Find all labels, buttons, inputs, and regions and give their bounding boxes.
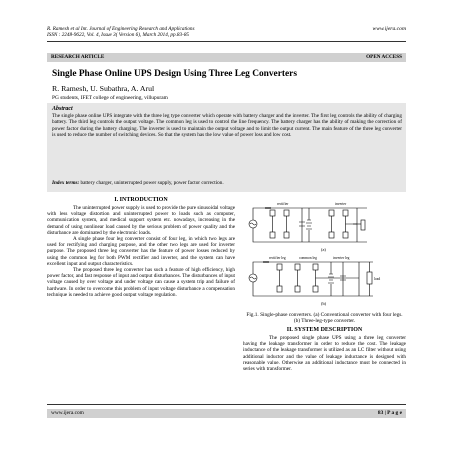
figure-caption: Fig.1. Single-phase converters. (a) Conventional converter with four legs. (b) Three-leg-type converter. — [246, 312, 403, 325]
paper-authors: R. Ramesh, U. Subathra, A. Arul — [52, 84, 155, 93]
header-rule — [47, 41, 406, 42]
citation-line-1: R. Ramesh et al Int. Journal of Engineering Research and Applications — [47, 26, 195, 32]
article-type-band — [47, 53, 406, 62]
label-rectifier-top: rectifier — [277, 202, 289, 206]
journal-website[interactable]: www.ijera.com — [372, 26, 406, 32]
intro-paragraph-2: A single phase four leg converter consist of four leg, in which two legs are used for rectifying and charging purpose, and the other two legs are used for inverter purpose. The proposed three leg converter has the feature of power losses reduced by using the common leg for both PWM rectifier and inverter, and the system can have excellent input and output characteristics. — [47, 236, 235, 267]
footer-band — [47, 409, 406, 418]
system-description-heading: II. SYSTEM DESCRIPTION — [286, 327, 363, 333]
index-terms-text: battery charger, uninterrupted power supply, power factor correction. — [79, 180, 224, 186]
footer-website[interactable]: www.ijera.com — [51, 410, 84, 416]
system-description-body — [243, 335, 406, 372]
paper-title: Single Phase Online UPS Design Using Three Leg Converters — [52, 69, 297, 79]
page-number: 83 | P a g e — [377, 410, 402, 416]
footer-rule — [47, 404, 406, 405]
label-load: load — [374, 277, 381, 281]
figure-1-circuit-diagrams — [243, 196, 406, 308]
citation-line-2: ISSN : 2248-9622, Vol. 4, Issue 3( Version 6), March 2014, pp.83-85 — [47, 32, 190, 39]
label-b: (b) — [321, 301, 327, 306]
journal-citation — [47, 26, 347, 39]
label-common-leg: common leg — [299, 256, 317, 260]
abstract-text: The single phase online UPS integrate with the three leg type converter which operate with battery charger and the inverter. The first leg controls the ability of charging battery. The third leg controls the output voltage. The common leg is used to control the line frequency. The battery charger has the ability of making the correction of power factor during the battery charging. The inverter is used to maintain the output voltage and to limit the output current. The main feature of the three leg converter is used to reduce the number of switching devices. So that the system has the low value of power loss and low cost. — [52, 113, 402, 139]
introduction-heading: I. INTRODUCTION — [114, 197, 168, 203]
intro-paragraph-3: The proposed three leg converter has such a feature of high efficiency, high power factor, and fast response of input and output disturbances. The disturbances of input voltage caused by over voltage and under voltage can cause a system trip and failure of hardware. In order to overcome this problem of input voltage disturbance a compensation technique is needed to achieve good output voltage regulation. — [47, 267, 235, 298]
system-paragraph-1: The proposed single phase UPS using a three leg converter having the leakage transformer in order to reduce the cost. The leakage inductance of the leakage transformer is utilized as an LC filter without using additional inductor and the value of leakage inductance is designed with reasonable value. Otherwise an additional inductance must be connected in series with transformer. — [243, 335, 406, 373]
label-inverter-top: inverter — [335, 202, 347, 206]
label-rectifier-leg: rectifier leg — [269, 256, 286, 260]
label-a: (a) — [321, 247, 326, 252]
label-inverter-leg: inverter leg — [333, 256, 350, 260]
abstract-heading: Abstract — [52, 106, 73, 112]
research-article-label: RESEARCH ARTICLE — [51, 54, 105, 60]
index-terms-label: Index terms: — [52, 180, 80, 186]
author-affiliation: PG students, IFET college of engineering, villupuram — [52, 95, 168, 101]
open-access-label: OPEN ACCESS — [366, 54, 402, 60]
introduction-body — [47, 205, 235, 298]
intro-paragraph-1: The uninterrupted power supply is used to provide the pure sinusoidal voltage with less voltage distortion and uninterrupted power to loads such as computer, communication system, and medical support system etc. nowadays, increasing in the demand of using nonlinear load caused by the serious problem of power quality and the disturbance are dominated by the electronic loads. — [47, 205, 235, 236]
index-terms — [52, 180, 402, 186]
